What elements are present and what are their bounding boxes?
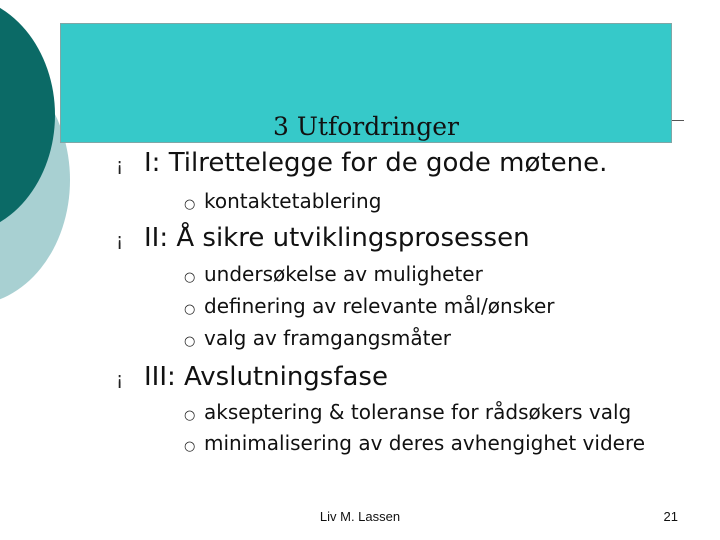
list-item bbox=[184, 189, 381, 213]
list-item bbox=[184, 428, 664, 462]
list-item bbox=[184, 262, 483, 286]
list-item-text: definering av relevante mål/ønsker bbox=[204, 294, 555, 318]
list-item-text: valg av framgangsmåter bbox=[204, 326, 452, 350]
slide-title: 3 Utfordringer bbox=[272, 112, 460, 141]
list-item-text: minimalisering av deres avhengighet videre bbox=[204, 431, 646, 455]
sub-bullet-icon: ○ bbox=[184, 302, 196, 317]
title-box bbox=[60, 23, 672, 143]
list-item bbox=[184, 326, 451, 350]
sub-bullet-icon: ○ bbox=[184, 439, 196, 454]
main-bullet-icon: ¡ bbox=[116, 230, 124, 251]
section-heading-text: III: Avslutningsfase bbox=[144, 362, 388, 392]
title-underline-accent bbox=[672, 120, 684, 121]
list-item-text: undersøkelse av muligheter bbox=[204, 262, 483, 286]
main-bullet-icon: ¡ bbox=[116, 155, 124, 176]
list-item bbox=[184, 400, 631, 424]
sub-bullet-icon: ○ bbox=[184, 197, 196, 212]
list-item-text: akseptering & toleranse for rådsøkers valg bbox=[204, 400, 632, 424]
sub-bullet-icon: ○ bbox=[184, 270, 196, 285]
main-bullet-icon: ¡ bbox=[116, 369, 124, 390]
list-item-text: kontaktetablering bbox=[204, 189, 382, 213]
section-heading-1 bbox=[116, 148, 607, 178]
section-heading-text: II: Å sikre utviklingsprosessen bbox=[144, 223, 530, 253]
section-heading-2 bbox=[116, 223, 530, 253]
sub-bullet-icon: ○ bbox=[184, 334, 196, 349]
sub-bullet-icon: ○ bbox=[184, 408, 196, 423]
list-item bbox=[184, 294, 555, 318]
page-number: 21 bbox=[663, 509, 678, 524]
section-heading-3 bbox=[116, 362, 388, 392]
section-heading-text: I: Tilrettelegge for de gode møtene. bbox=[144, 148, 608, 178]
footer-author: Liv M. Lassen bbox=[319, 509, 401, 524]
